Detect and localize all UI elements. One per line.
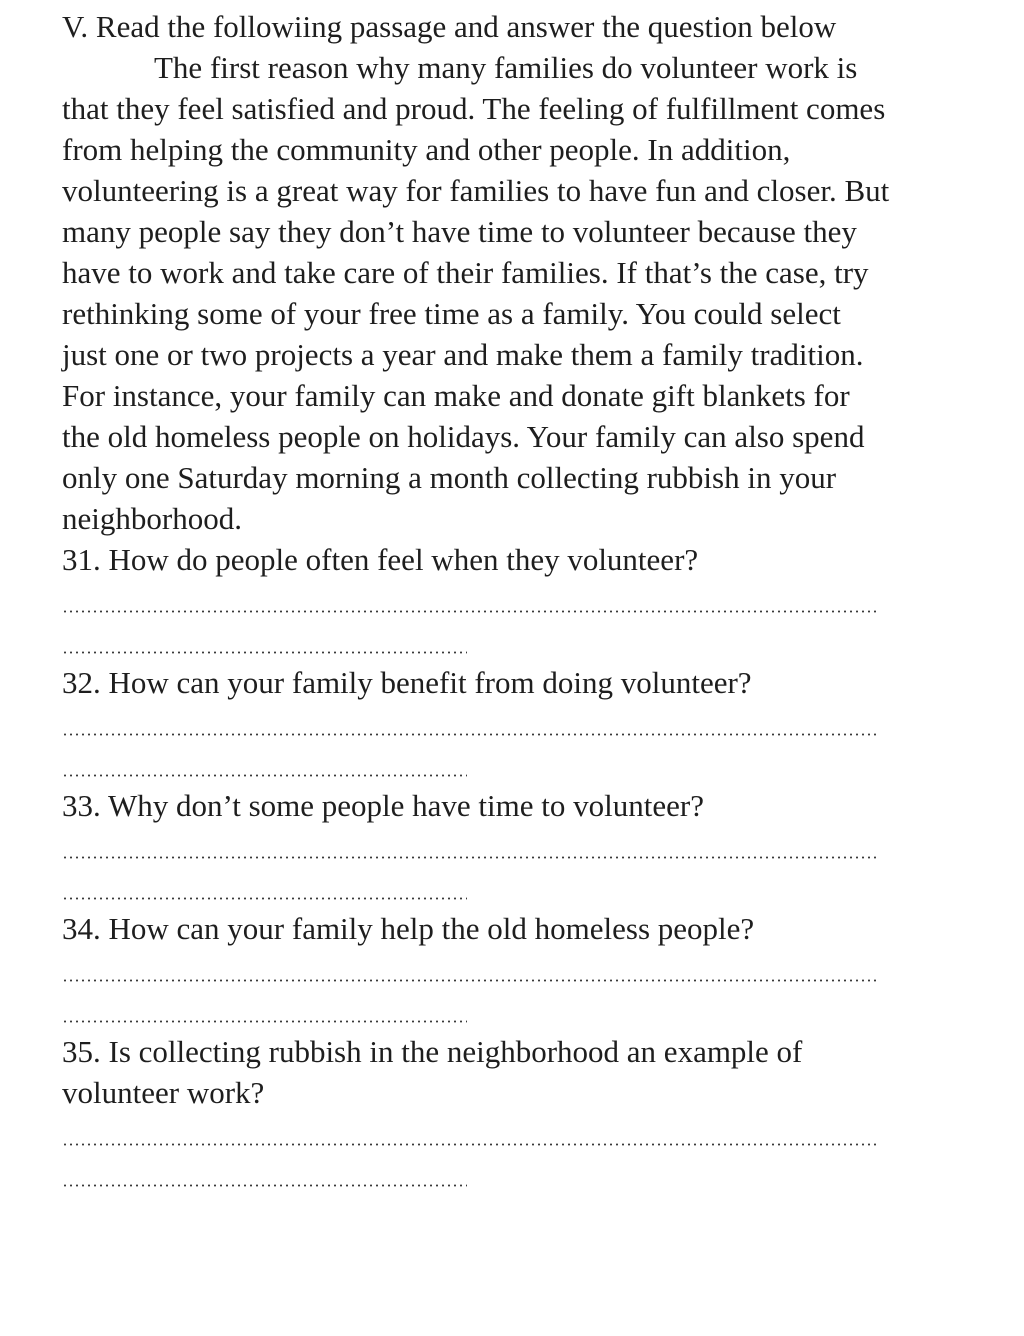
worksheet-page xyxy=(62,6,892,1195)
question-text: 35. Is collecting rubbish in the neighborhood an example of volunteer work? xyxy=(62,1034,803,1110)
question-34 xyxy=(62,908,892,1031)
answer-line[interactable] xyxy=(62,949,892,990)
question-32 xyxy=(62,662,892,785)
reading-passage: The first reason why many families do volunteer work is that they feel satisfied and proud. The feeling of fulfillment comes from helping the community and other people. In addition, volunteering is a great way for families to have fun and closer. But many people say they don’t have time to volunteer because they have to work and take care of their families. If that’s the case, try rethinking some of your free time as a family. You could select just one or two projects a year and make them a family tradition. For instance, your family can make and donate gift blankets for the old homeless people on holidays. Your family can also spend only one Saturday morning a month collecting rubbish in your neighborhood. xyxy=(62,50,890,536)
answer-line[interactable] xyxy=(62,744,892,785)
question-31 xyxy=(62,539,892,662)
question-text: 32. How can your family benefit from doing volunteer? xyxy=(62,665,752,700)
answer-line[interactable] xyxy=(62,703,892,744)
answer-line[interactable] xyxy=(62,1154,892,1195)
answer-line[interactable] xyxy=(62,1113,892,1154)
answer-line[interactable] xyxy=(62,826,892,867)
cropped-previous-line xyxy=(62,0,267,2)
question-text: 34. How can your family help the old homeless people? xyxy=(62,911,755,946)
question-text: 31. How do people often feel when they volunteer? xyxy=(62,542,699,577)
question-33 xyxy=(62,785,892,908)
answer-line[interactable] xyxy=(62,580,892,621)
exercise-heading: V. Read the followiing passage and answer the question below xyxy=(62,9,837,44)
answer-line[interactable] xyxy=(62,990,892,1031)
answer-line[interactable] xyxy=(62,867,892,908)
question-35 xyxy=(62,1031,892,1195)
question-text: 33. Why don’t some people have time to volunteer? xyxy=(62,788,704,823)
answer-line[interactable] xyxy=(62,621,892,662)
